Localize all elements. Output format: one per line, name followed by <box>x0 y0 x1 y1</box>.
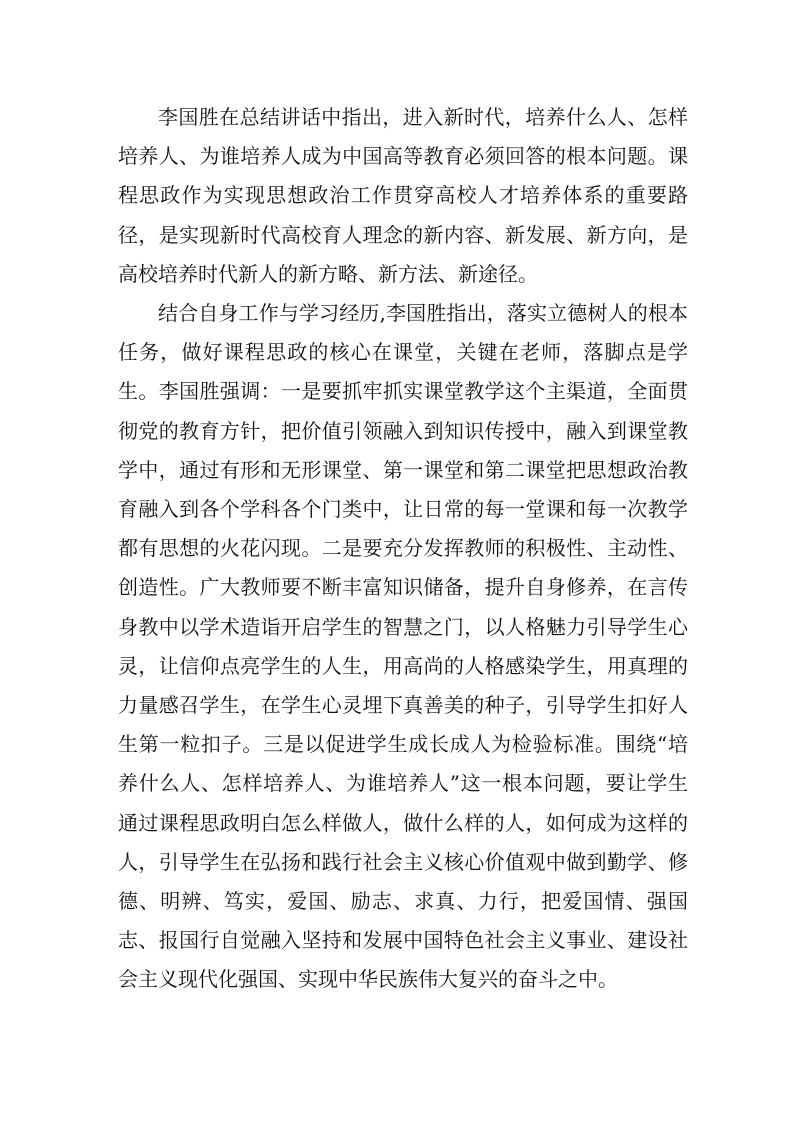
paragraph-1: 李国胜在总结讲话中指出，进入新时代，培养什么人、怎样培养人、为谁培养人成为中国高等教育必须回答的根本问题。课程思政作为实现思想政治工作贯穿高校人才培养体系的重要路径，是实现新时代高校育人理念的新内容、新发展、新方向，是高校培养时代新人的新方略、新方法、新途径。 <box>118 105 688 286</box>
document-body <box>118 98 688 1000</box>
paragraph-2: 结合自身工作与学习经历,李国胜指出，落实立德树人的根本任务，做好课程思政的核心在课堂，关键在老师，落脚点是学生。李国胜强调：一是要抓牢抓实课堂教学这个主渠道，全面贯彻党的教育方针，把价值引领融入到知识传授中，融入到课堂教学中，通过有形和无形课堂、第一课堂和第二课堂把思想政治教育融入到各个学科各个门类中，让日常的每一堂课和每一次教学都有思想的火花闪现。二是要充分发挥教师的积极性、主动性、创造性。广大教师要不断丰富知识储备，提升自身修养，在言传身教中以学术造诣开启学生的智慧之门，以人格魅力引导学生心灵，让信仰点亮学生的人生，用高尚的人格感染学生，用真理的力量感召学生，在学生心灵埋下真善美的种子，引导学生扣好人生第一粒扣子。三是以促进学生成长成人为检验标准。围绕“培养什么人、怎样培养人、为谁培养人”这一根本问题，要让学生通过课程思政明白怎么样做人，做什么样的人，如何成为这样的人，引导学生在弘扬和践行社会主义核心价值观中做到勤学、修德、明辨、笃实，爱国、励志、求真、力行，把爱国情、强国志、报国行自觉融入坚持和发展中国特色社会主义事业、建设社会主义现代化强国、实现中华民族伟大复兴的奋斗之中。 <box>118 301 688 992</box>
